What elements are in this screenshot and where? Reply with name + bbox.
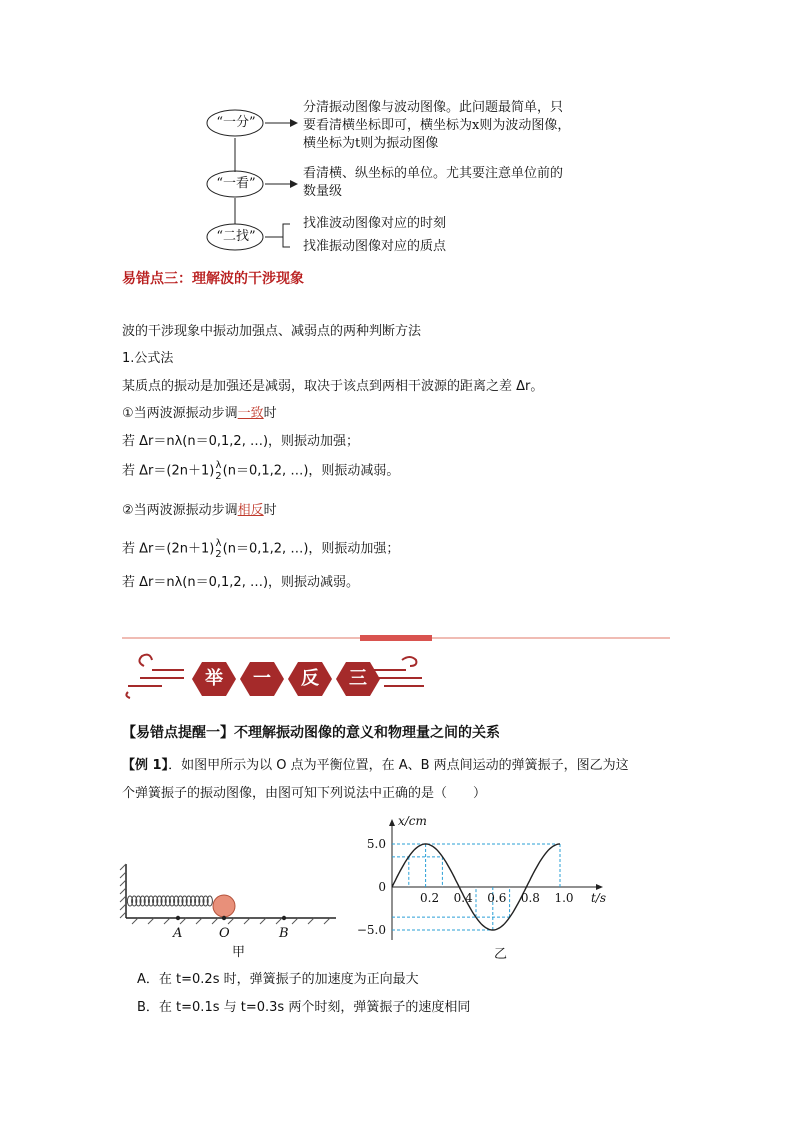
flow-node-3-desc-1: 找准波动图像对应的时刻: [303, 216, 447, 231]
point-b-label: B: [279, 926, 289, 941]
x-axis-arrow: [596, 884, 603, 890]
banner-char: 三: [349, 668, 367, 689]
case1-title-post: 时: [263, 406, 277, 421]
point-a-label: A: [173, 926, 183, 941]
case2-line1: [122, 538, 399, 560]
desc-line: 横坐标为t则为振动图像: [303, 136, 439, 151]
case1-title: [122, 405, 277, 423]
example-tag: 【例 1】: [122, 758, 169, 773]
flow-node-2-desc: [303, 165, 563, 201]
case2-title-emphasis: 相反: [237, 503, 264, 518]
x-tick-label: 0.6: [487, 891, 507, 905]
case1-title-pre: ①当两波源振动步调: [122, 406, 238, 421]
point-o-dot: [222, 916, 226, 920]
point-o-label: O: [219, 926, 230, 941]
y-axis-arrow: [389, 819, 395, 826]
vibration-graph: [356, 812, 610, 952]
section-intro: 波的干涉现象中振动加强点、减弱点的两种判断方法: [122, 324, 422, 339]
fraction-den: 2: [215, 471, 222, 482]
x-tick-label: 0.8: [520, 891, 540, 905]
wall-hatching: [120, 864, 126, 918]
formula-post: (n＝0,1,2, …)，则振动加强；: [222, 541, 400, 557]
spring-oscillator-figure: [118, 858, 348, 938]
case2-title-post: 时: [263, 503, 277, 518]
example-text-1: ．如图甲所示为以 O 点为平衡位置，在 A、B 两点间运动的弹簧振子，图乙为这: [168, 758, 629, 773]
figure-right-caption: 乙: [494, 947, 508, 962]
section-heading: 易错点三：理解波的干涉现象: [122, 271, 304, 287]
divider-accent: [360, 635, 432, 641]
fraction-den: 2: [215, 549, 222, 560]
x-axis-label: t/s: [590, 891, 606, 905]
banner-char: 一: [253, 668, 271, 689]
ground-hatching: [132, 918, 330, 924]
flow-arrowhead: [290, 180, 298, 188]
flow-node-1-label: “一分”: [216, 115, 256, 130]
banner-char: 反: [301, 668, 319, 689]
spring: [127, 896, 212, 906]
x-tick-label: 0.4: [453, 891, 473, 905]
flow-node-3-label: “二找”: [216, 229, 256, 244]
figure-left-caption: 甲: [232, 945, 246, 960]
flow-node-1-desc: [303, 99, 570, 153]
fraction-num: λ: [215, 538, 222, 549]
point-a-dot: [176, 916, 180, 920]
x-tick-label: 1.0: [554, 891, 574, 905]
option-b: B．在 t=0.1s 与 t=0.3s 两个时刻，弹簧振子的速度相同: [137, 1000, 471, 1015]
formula-pre: 若 Δr＝(2n＋1): [122, 541, 215, 557]
case2-title: [122, 502, 277, 520]
y-tick-label: 5.0: [366, 837, 386, 851]
desc-line: 分清振动图像与波动图像。此问题最简单，只: [303, 100, 564, 115]
fraction-num: λ: [215, 460, 222, 471]
method-title: 1.公式法: [122, 351, 174, 366]
case1-title-emphasis: 一致: [237, 406, 264, 421]
flow-arrowhead: [290, 119, 298, 127]
formula-post: (n＝0,1,2, …)，则振动减弱。: [222, 463, 400, 479]
y-axis-label: x/cm: [398, 814, 427, 828]
desc-line: 要看清横坐标即可，横坐标为x则为波动图像，: [303, 118, 571, 133]
flow-node-2-label: “一看”: [216, 176, 256, 191]
rule-text: 某质点的振动是加强还是减弱，取决于该点到两相干波源的距离之差 Δr。: [122, 379, 544, 394]
desc-line: 数量级: [303, 184, 343, 199]
case1-line1: 若 Δr＝nλ(n＝0,1,2, …)，则振动加强；: [122, 434, 360, 449]
left-swirl-ornament: [126, 655, 184, 698]
option-a: A．在 t=0.2s 时，弹簧振子的加速度为正向最大: [137, 972, 419, 987]
flow-bracket: [283, 224, 290, 247]
banner-char: 举: [205, 668, 223, 689]
desc-line: 看清横、纵坐标的单位。尤其要注意单位前的: [303, 166, 564, 181]
case2-line2: 若 Δr＝nλ(n＝0,1,2, …)，则振动减弱。: [122, 575, 360, 590]
case2-title-pre: ②当两波源振动步调: [122, 503, 238, 518]
tip-heading: 【易错点提醒一】不理解振动图像的意义和物理量之间的关系: [122, 725, 500, 741]
example-line-2: 个弹簧振子的振动图像，由图可知下列说法中正确的是（ ）: [122, 786, 487, 801]
y-tick-label: −5.0: [356, 923, 386, 937]
fraction: [215, 538, 221, 560]
case1-line2: [122, 460, 399, 482]
point-b-dot: [282, 916, 286, 920]
x-tick-label: 0.2: [420, 891, 440, 905]
fraction: [215, 460, 221, 482]
flow-node-3-desc-2: 找准振动图像对应的质点: [303, 239, 447, 254]
formula-pre: 若 Δr＝(2n＋1): [122, 463, 215, 479]
y-tick-label: 0: [378, 880, 386, 894]
ball: [213, 895, 235, 917]
example-line-1: [122, 757, 629, 775]
